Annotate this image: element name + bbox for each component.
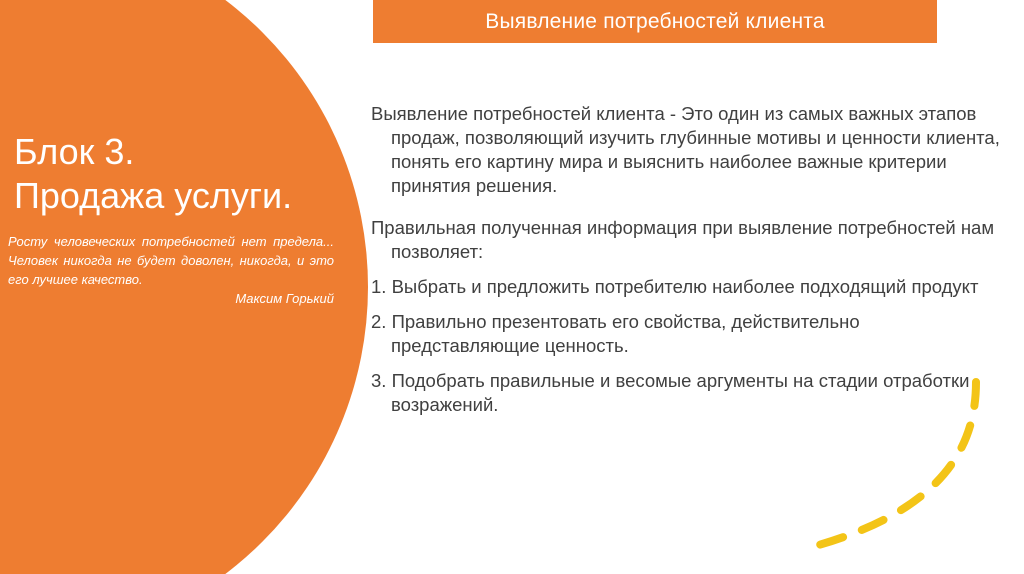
list-item: 3. Подобрать правильные и весомые аргументы на стадии отработки возражений.	[371, 370, 970, 415]
list-item: 1. Выбрать и предложить потребителю наиболее подходящий продукт	[371, 276, 979, 297]
header-banner	[373, 0, 937, 43]
intro-paragraph: Выявление потребностей клиента - Это один из самых важных этапов продаж, позволяющий изучить глубинные мотивы и ценности клиента, понять его картину мира и выяснить наиболее важные критерии принятия решения.	[371, 103, 1000, 196]
block-title-line-2: Продажа услуги.	[14, 175, 293, 216]
header-title: Выявление потребностей клиента	[485, 9, 825, 33]
dashed-arc-stroke	[808, 382, 976, 548]
block-title-line-1: Блок 3.	[14, 131, 135, 172]
list-item: 2. Правильно презентовать его свойства, действительно представляющие ценность.	[371, 311, 860, 356]
quote-text: Росту человеческих потребностей нет предела... Человек никогда не будет доволен, никогда, и это его лучшее качество.	[8, 234, 334, 287]
quote-author: Максим Горький	[235, 291, 334, 306]
block-title	[14, 130, 344, 218]
lead-paragraph: Правильная полученная информация при выявление потребностей нам позволяет:	[371, 217, 995, 262]
dashed-arc-decoration	[790, 370, 1024, 574]
quote-block	[8, 232, 334, 308]
